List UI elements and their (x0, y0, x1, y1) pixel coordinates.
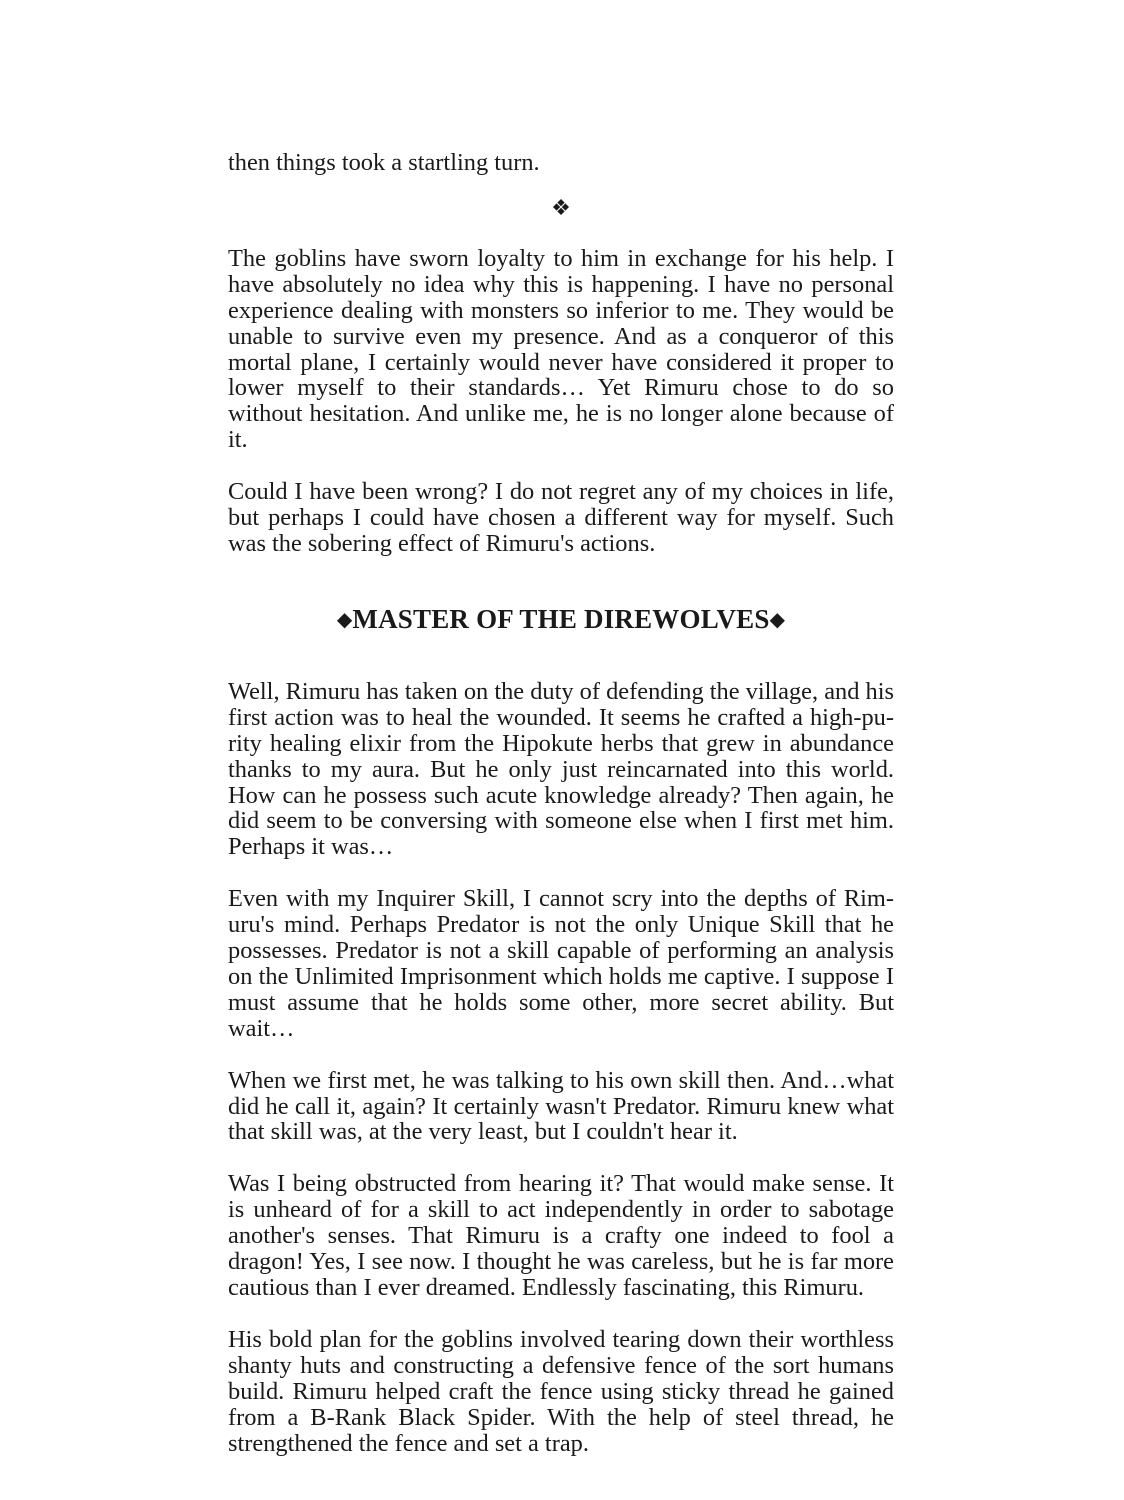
chapter-heading-title: MASTER OF THE DIREWOLVES (352, 603, 770, 634)
section-break-ornament: ❖ (551, 195, 571, 221)
paragraph: Well, Rimuru has taken on the duty of defending the village, and his first action was to heal the wounded. It seems he crafted a high-purity healing elixir from the Hipokute herbs that grew in abundance thanks to my aura. But he only just reincarnated into this world. How can he possess such acute knowledge already? Then again, he did seem to be conversing with someone else when I first met him. Perhaps it was… (228, 677, 894, 861)
diamond-right-icon: ◆ (769, 606, 786, 631)
paragraph: The goblins have sworn loyalty to him in exchange for his help. I have absolutely no idea why this is happening. I have no personal experience dealing with monsters so inferior to me. They would be unable to survive even my presence. And as a conqueror of this mortal plane, I certainly would never have considered it proper to lower myself to their standards… Yet Rimuru chose to do so without hesitation. And unlike me, he is no longer alone because of it. (228, 244, 894, 454)
paragraph: His bold plan for the goblins involved tearing down their worthless shanty huts and constructing a defensive fence of the sort humans build. Rimuru helped craft the fence using sticky thread he gained from a B-Rank Black Spider. With the help of steel thread, he strengthened the fence and set a trap. (228, 1325, 894, 1457)
paragraph: Even with my Inquirer Skill, I cannot scry into the depths of Rimuru's mind. Perhaps Predator is not the only Unique Skill that he possesses. Predator is not a skill capable of performing an analysis on the Unlimited Imprisonment which holds me captive. I suppose I must assume that he holds some other, more secret ability. But wait… (228, 885, 894, 1042)
book-page (228, 150, 894, 1456)
chapter-heading (228, 603, 894, 635)
paragraphs-before-heading (228, 246, 894, 557)
paragraph: Was I being obstructed from hearing it? That would make sense. It is unheard of for a skill to act independently in order to sabotage another's senses. That Rimuru is a crafty one indeed to fool a dragon! Yes, I see now. I thought he was careless, but he is far more cautious than I ever dreamed. Endlessly fascinating, this Rimuru. (228, 1170, 894, 1301)
paragraphs-after-heading (228, 679, 894, 1457)
opening-line: then things took a startling turn. (228, 149, 540, 176)
paragraph: Could I have been wrong? I do not regret any of my choices in life, but perhaps I could have chosen a different way for myself. Such was the sobering effect of Rimuru's actions. (228, 478, 894, 557)
paragraph: When we first met, he was talking to his own skill then. And…what did he call it, again? It certainly wasn't Predator. Rimuru knew what that skill was, at the very least, but I couldn't hear it. (228, 1066, 894, 1146)
diamond-left-icon: ◆ (336, 606, 353, 631)
